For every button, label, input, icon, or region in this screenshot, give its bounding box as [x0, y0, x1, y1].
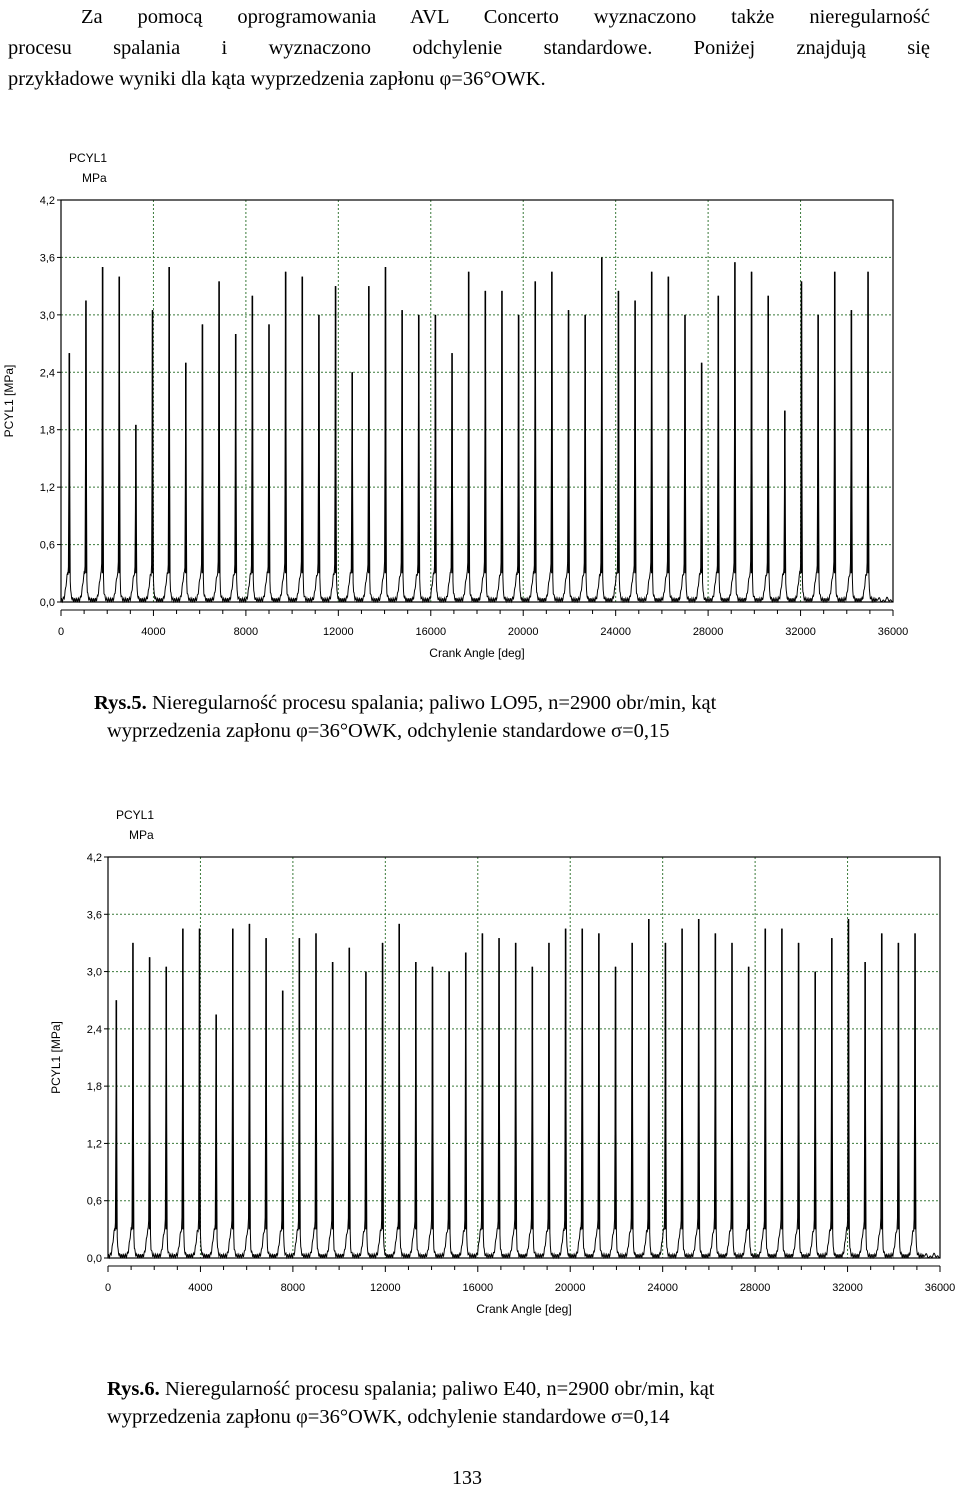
y-axis-label: PCYL1 [MPa] [2, 364, 16, 438]
x-tick-label: 12000 [370, 1282, 401, 1294]
figure-5-caption [94, 689, 716, 745]
x-tick-label: 12000 [323, 626, 354, 638]
y-tick-label: 2,4 [39, 367, 55, 380]
y-tick-label: 4,2 [86, 852, 102, 864]
x-tick-label: 24000 [600, 626, 631, 638]
x-tick-label: 36000 [924, 1282, 956, 1294]
y-tick-label: 3,6 [86, 909, 102, 922]
x-tick-label: 4000 [188, 1282, 213, 1294]
x-tick-label: 20000 [507, 626, 539, 638]
figure-5-caption-text: Nieregularność procesu spalania; paliwo LO95, n=2900 obr/min, kąt [146, 692, 717, 714]
x-tick-label: 24000 [647, 1282, 678, 1294]
x-tick-label: 20000 [554, 1282, 586, 1294]
figure-6-caption-text: Nieregularność procesu spalania; paliwo E40, n=2900 obr/min, kąt [159, 1378, 715, 1400]
y-tick-label: 1,2 [86, 1138, 102, 1151]
paragraph-line: procesu spalania i wyznaczono odchylenie standardowe. Poniżej znajdują się [8, 37, 930, 59]
y-tick-label: 3,0 [86, 966, 102, 979]
y-tick-label: 0,6 [39, 539, 55, 552]
y-tick-label: 0,0 [86, 1253, 102, 1265]
y-tick-label: 4,2 [39, 195, 55, 207]
x-axis-label: Crank Angle [deg] [476, 1302, 572, 1316]
page-number: 133 [452, 1467, 482, 1489]
y-axis-label: PCYL1 [MPa] [49, 1021, 63, 1094]
y-tick-label: 1,2 [39, 482, 55, 495]
x-tick-label: 32000 [832, 1282, 863, 1294]
figure-6-label: Rys.6. [107, 1378, 160, 1400]
x-tick-label: 36000 [877, 626, 909, 638]
y-tick-label: 3,6 [39, 252, 55, 265]
figure-6-caption-text-2: wyprzedzenia zapłonu φ=36°OWK, odchylenie standardowe σ=0,14 [107, 1406, 670, 1428]
x-tick-label: 16000 [462, 1282, 494, 1294]
x-tick-label: 8000 [280, 1282, 306, 1294]
x-tick-label: 4000 [141, 626, 166, 638]
y-tick-label: 3,0 [39, 309, 55, 322]
x-tick-label: 28000 [739, 1282, 771, 1294]
paragraph-line: Za pomocą oprogramowania AVL Concerto wyznaczono także nieregularność [81, 6, 930, 28]
y-tick-label: 1,8 [39, 424, 55, 437]
figure-6-caption [107, 1375, 714, 1431]
x-tick-label: 32000 [785, 626, 816, 638]
x-tick-label: 28000 [692, 626, 724, 638]
y-tick-label: 1,8 [86, 1081, 102, 1094]
figure-5-label: Rys.5. [94, 692, 147, 714]
legend-unit-label: MPa [129, 828, 154, 842]
figure-5-chart [0, 140, 930, 665]
x-tick-label: 8000 [233, 626, 259, 638]
body-paragraph [8, 2, 930, 95]
paragraph-line: przykładowe wyniki dla kąta wyprzedzenia zapłonu φ=36°OWK. [8, 68, 546, 90]
x-tick-label: 0 [57, 626, 65, 638]
y-tick-label: 0,0 [39, 597, 55, 609]
figure-5-caption-text-2: wyprzedzenia zapłonu φ=36°OWK, odchylenie standardowe σ=0,15 [107, 720, 670, 742]
legend-unit-label: MPa [82, 171, 107, 185]
x-axis-label: Crank Angle [deg] [429, 646, 525, 660]
x-tick-label: 16000 [415, 626, 447, 638]
x-tick-label: 0 [104, 1282, 112, 1294]
y-tick-label: 2,4 [86, 1023, 102, 1036]
legend-series-label: PCYL1 [116, 808, 155, 822]
figure-6-chart [0, 800, 960, 1320]
legend-series-label: PCYL1 [69, 151, 108, 165]
y-tick-label: 0,6 [86, 1195, 102, 1208]
